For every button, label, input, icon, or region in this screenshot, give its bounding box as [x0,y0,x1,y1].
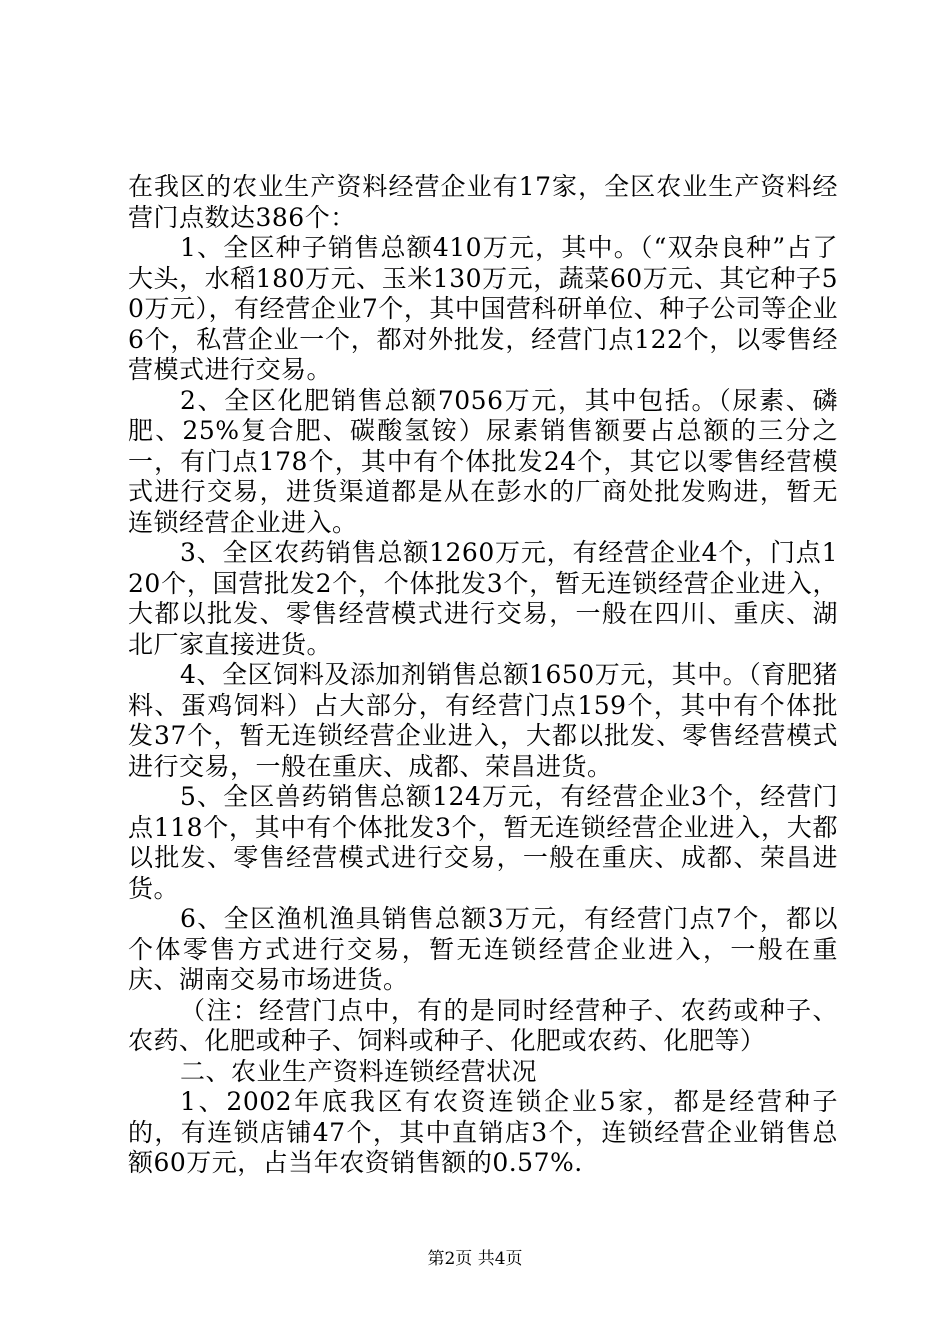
paragraph-fishing: 6、全区渔机渔具销售总额3万元，有经营门点7个，都以个体零售方式进行交易，暂无连锁经营企业进入，一般在重庆、湖南交易市场进货。 [128,904,838,994]
document-body [128,172,838,1179]
page-footer: 第2页 共4页 [427,1249,523,1269]
paragraph-veterinary: 5、全区兽药销售总额124万元，有经营企业3个，经营门点118个，其中有个体批发3个，暂无连锁经营企业进入，大都以批发、零售经营模式进行交易，一般在重庆、成都、荣昌进货。 [128,782,838,903]
paragraph-fertilizer: 2、全区化肥销售总额7056万元，其中包括。（尿素、磷肥、25%复合肥、碳酸氢铵）尿素销售额要占总额的三分之一，有门点178个，其中有个体批发24个，其它以零售经营模式进行交易，进货渠道都是从在彭水的厂商处批发购进，暂无连锁经营企业进入。 [128,385,838,537]
paragraph-intro: 在我区的农业生产资料经营企业有17家，全区农业生产资料经营门点数达386个： [128,172,838,232]
paragraph-chain-2002: 1、2002年底我区有农资连锁企业5家，都是经营种子的，有连锁店铺47个，其中直销店3个，连锁经营企业销售总额60万元，占当年农资销售额的0.57%. [128,1087,838,1177]
paragraph-note: （注：经营门点中，有的是同时经营种子、农药或种子、农药、化肥或种子、饲料或种子、化肥或农药、化肥等） [128,995,838,1055]
paragraph-feed: 4、全区饲料及添加剂销售总额1650万元，其中。（育肥猪料、蛋鸡饲料）占大部分，有经营门点159个，其中有个体批发37个，暂无连锁经营企业进入，大都以批发、零售经营模式进行交易，一般在重庆、成都、荣昌进货。 [128,660,838,781]
paragraph-seeds: 1、全区种子销售总额410万元，其中。（“双杂良种”占了大头，水稻180万元、玉米130万元，蔬菜60万元、其它种子50万元），有经营企业7个，其中国营科研单位、种子公司等企业6个，私营企业一个，都对外批发，经营门点122个，以零售经营模式进行交易。 [128,233,838,384]
section-heading-chain: 二、农业生产资料连锁经营状况 [180,1056,538,1086]
paragraph-pesticide: 3、全区农药销售总额1260万元，有经营企业4个，门点120个，国营批发2个，个体批发3个，暂无连锁经营企业进入，大都以批发、零售经营模式进行交易，一般在四川、重庆、湖北厂家直接进货。 [128,538,838,659]
